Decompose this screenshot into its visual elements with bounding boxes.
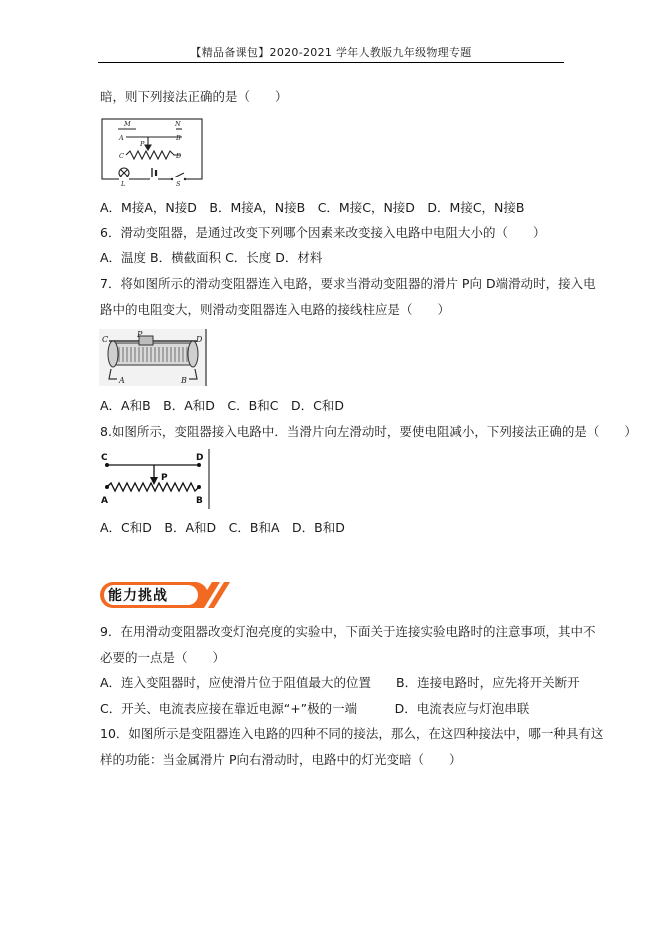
fig3-label-b: B xyxy=(196,496,203,506)
q5-circuit-figure xyxy=(100,115,206,187)
fig2-label-p: P xyxy=(137,330,143,339)
fig1-label-d: D xyxy=(176,152,182,160)
q5-stem-tail: 暗，则下列接法正确的是（ ） xyxy=(100,89,288,104)
fig1-label-m: M xyxy=(124,120,131,128)
fig1-label-b: B xyxy=(176,134,181,142)
q5-options: A．M接A，N接D B．M接A，N接B C．M接C，N接D D．M接C，N接B xyxy=(100,200,525,215)
fig3-label-d: D xyxy=(196,453,204,463)
q9-stem-line1: 9．在用滑动变阻器改变灯泡亮度的实验中，下面关于连接实验电路时的注意事项，其中不 xyxy=(100,624,596,639)
fig2-label-a: A xyxy=(119,376,125,385)
header-rule xyxy=(98,62,564,63)
q7-options: A．A和B B．A和D C．B和C D．C和D xyxy=(100,398,344,413)
fig3-label-p: P xyxy=(161,473,168,483)
fig1-label-c: C xyxy=(119,152,124,160)
q9-options-cd: C．开关、电流表应接在靠近电源“+”极的一端 D．电流表应与灯泡串联 xyxy=(100,701,530,716)
q6-stem: 6．滑动变阻器，是通过改变下列哪个因素来改变接入电路中电阻大小的（ ） xyxy=(100,225,546,240)
q7-stem-line2: 路中的电阻变大，则滑动变阻器连入电路的接线柱应是（ ） xyxy=(100,302,451,317)
q7-rheostat-figure xyxy=(99,329,207,386)
q9-options-ab: A．连入变阻器时，应使滑片位于阻值最大的位置 B．连接电路时，应先将开关断开 xyxy=(100,675,580,690)
fig3-label-c: C xyxy=(101,453,108,463)
fig2-label-d: D xyxy=(196,335,203,344)
fig1-label-a: A xyxy=(119,134,124,142)
fig1-label-p: P xyxy=(140,140,145,148)
q10-stem-line2: 样的功能：当金属滑片 P向右滑动时，电路中的灯光变暗（ ） xyxy=(100,752,462,767)
page-header: 【精品备课包】2020-2021 学年人教版九年级物理专题 xyxy=(190,46,472,59)
fig3-label-a: A xyxy=(101,496,108,506)
q8-stem: 8.如图所示，变阻器接入电路中．当滑片向左滑动时，要使电阻减小，下列接法正确的是（ ） xyxy=(100,424,637,439)
q6-options: A．温度 B．横截面积 C．长度 D．材料 xyxy=(100,250,323,265)
q8-rheostat-diagram xyxy=(99,449,211,509)
q9-stem-line2: 必要的一点是（ ） xyxy=(100,650,226,665)
fig2-label-c: C xyxy=(102,335,109,344)
fig2-label-b: B xyxy=(181,376,187,385)
fig1-label-l: L xyxy=(121,180,126,187)
q10-stem-line1: 10．如图所示是变阻器连入电路的四种不同的接法，那么，在这四种接法中，哪一种具有这 xyxy=(100,726,604,741)
q7-stem-line1: 7．将如图所示的滑动变阻器连入电路，要求当滑动变阻器的滑片 P向 D端滑动时，接入电 xyxy=(100,276,596,291)
fig1-label-n: N xyxy=(175,120,181,128)
q8-options: A．C和D B．A和D C．B和A D．B和D xyxy=(100,520,345,535)
fig1-label-s: S xyxy=(176,180,181,187)
section-title: 能力挑战 xyxy=(108,588,168,604)
